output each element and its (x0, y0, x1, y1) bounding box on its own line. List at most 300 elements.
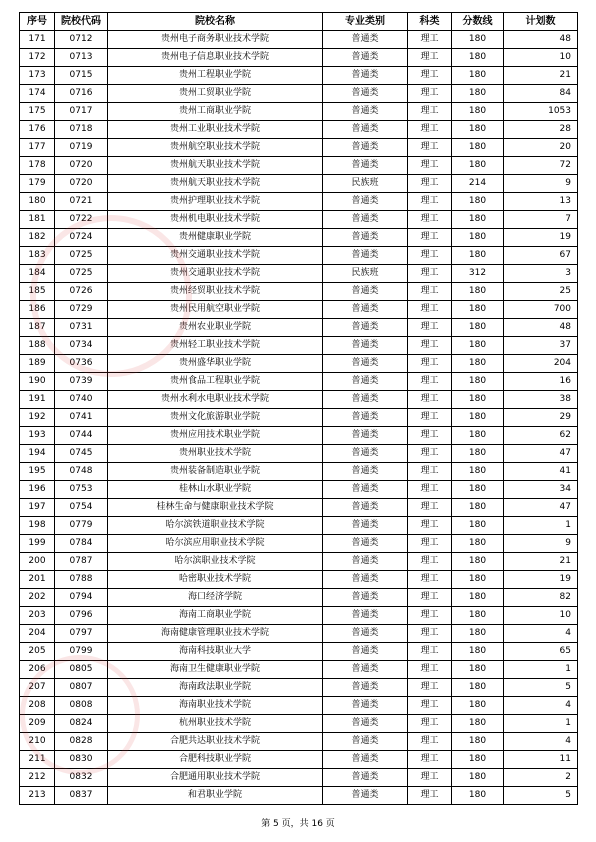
row-subject: 理工 (408, 787, 452, 805)
row-score: 180 (452, 247, 504, 265)
row-code: 0797 (55, 625, 108, 643)
row-code: 0837 (55, 787, 108, 805)
row-plan: 4 (504, 625, 578, 643)
table-row (20, 535, 578, 553)
row-category: 普通类 (323, 157, 408, 175)
row-category: 普通类 (323, 31, 408, 49)
row-score: 180 (452, 229, 504, 247)
row-school-name: 贵州文化旅游职业学院 (108, 409, 323, 427)
row-seq: 199 (20, 535, 55, 553)
row-category: 普通类 (323, 427, 408, 445)
row-code: 0736 (55, 355, 108, 373)
row-code: 0718 (55, 121, 108, 139)
row-school-name: 贵州工程职业学院 (108, 67, 323, 85)
row-plan: 28 (504, 121, 578, 139)
row-code: 0720 (55, 157, 108, 175)
row-school-name: 贵州交通职业技术学院 (108, 247, 323, 265)
row-code: 0794 (55, 589, 108, 607)
table-row (20, 31, 578, 49)
table-row (20, 121, 578, 139)
row-score: 180 (452, 697, 504, 715)
row-seq: 202 (20, 589, 55, 607)
row-school-name: 哈尔滨铁道职业技术学院 (108, 517, 323, 535)
row-school-name: 和君职业学院 (108, 787, 323, 805)
row-score: 180 (452, 589, 504, 607)
row-subject: 理工 (408, 229, 452, 247)
row-score: 180 (452, 355, 504, 373)
header-score: 分数线 (452, 13, 504, 31)
row-plan: 1 (504, 715, 578, 733)
row-school-name: 贵州盛华职业学院 (108, 355, 323, 373)
table-row (20, 607, 578, 625)
row-score: 180 (452, 661, 504, 679)
table-row (20, 517, 578, 535)
row-score: 180 (452, 103, 504, 121)
row-score: 180 (452, 301, 504, 319)
row-plan: 25 (504, 283, 578, 301)
row-code: 0824 (55, 715, 108, 733)
row-score: 180 (452, 679, 504, 697)
table-row (20, 751, 578, 769)
row-subject: 理工 (408, 391, 452, 409)
row-category: 普通类 (323, 463, 408, 481)
row-plan: 9 (504, 535, 578, 553)
row-seq: 201 (20, 571, 55, 589)
row-code: 0739 (55, 373, 108, 391)
row-school-name: 贵州经贸职业技术学院 (108, 283, 323, 301)
row-code: 0740 (55, 391, 108, 409)
table-row (20, 229, 578, 247)
row-school-name: 贵州应用技术职业学院 (108, 427, 323, 445)
row-subject: 理工 (408, 121, 452, 139)
row-code: 0784 (55, 535, 108, 553)
row-school-name: 海南科技职业大学 (108, 643, 323, 661)
row-seq: 212 (20, 769, 55, 787)
row-score: 180 (452, 193, 504, 211)
row-subject: 理工 (408, 769, 452, 787)
row-plan: 9 (504, 175, 578, 193)
row-plan: 5 (504, 787, 578, 805)
row-code: 0744 (55, 427, 108, 445)
row-seq: 206 (20, 661, 55, 679)
row-plan: 4 (504, 697, 578, 715)
row-seq: 181 (20, 211, 55, 229)
row-score: 180 (452, 445, 504, 463)
row-school-name: 贵州民用航空职业学院 (108, 301, 323, 319)
row-school-name: 桂林生命与健康职业技术学院 (108, 499, 323, 517)
page-footer: 第 5 页，共 16 页 (261, 819, 335, 829)
table-row (20, 103, 578, 121)
row-school-name: 贵州电子商务职业技术学院 (108, 31, 323, 49)
row-subject: 理工 (408, 175, 452, 193)
table-row (20, 157, 578, 175)
row-school-name: 贵州机电职业技术学院 (108, 211, 323, 229)
row-score: 180 (452, 607, 504, 625)
row-code: 0787 (55, 553, 108, 571)
row-code: 0712 (55, 31, 108, 49)
row-category: 普通类 (323, 499, 408, 517)
row-category: 普通类 (323, 643, 408, 661)
row-subject: 理工 (408, 427, 452, 445)
row-subject: 理工 (408, 697, 452, 715)
row-school-name: 哈尔滨应用职业技术学院 (108, 535, 323, 553)
row-seq: 179 (20, 175, 55, 193)
row-code: 0796 (55, 607, 108, 625)
row-category: 普通类 (323, 391, 408, 409)
row-score: 180 (452, 157, 504, 175)
row-plan: 67 (504, 247, 578, 265)
table-row (20, 283, 578, 301)
row-subject: 理工 (408, 589, 452, 607)
row-subject: 理工 (408, 373, 452, 391)
row-subject: 理工 (408, 553, 452, 571)
row-score: 180 (452, 571, 504, 589)
row-score: 180 (452, 517, 504, 535)
row-category: 普通类 (323, 355, 408, 373)
row-code: 0716 (55, 85, 108, 103)
admission-table-container (19, 12, 577, 805)
table-row (20, 265, 578, 283)
row-code: 0720 (55, 175, 108, 193)
row-score: 180 (452, 463, 504, 481)
row-plan: 1 (504, 517, 578, 535)
table-row (20, 571, 578, 589)
row-school-name: 贵州航空职业技术学院 (108, 139, 323, 157)
row-subject: 理工 (408, 337, 452, 355)
table-row (20, 139, 578, 157)
row-subject: 理工 (408, 31, 452, 49)
row-code: 0731 (55, 319, 108, 337)
row-category: 普通类 (323, 445, 408, 463)
row-plan: 13 (504, 193, 578, 211)
row-school-name: 贵州航天职业技术学院 (108, 157, 323, 175)
table-row (20, 409, 578, 427)
row-seq: 198 (20, 517, 55, 535)
row-category: 普通类 (323, 697, 408, 715)
row-code: 0754 (55, 499, 108, 517)
table-row (20, 625, 578, 643)
row-seq: 182 (20, 229, 55, 247)
row-plan: 3 (504, 265, 578, 283)
row-code: 0748 (55, 463, 108, 481)
row-school-name: 贵州工商职业学院 (108, 103, 323, 121)
row-subject: 理工 (408, 715, 452, 733)
row-seq: 197 (20, 499, 55, 517)
row-plan: 65 (504, 643, 578, 661)
row-score: 180 (452, 427, 504, 445)
row-code: 0788 (55, 571, 108, 589)
row-plan: 34 (504, 481, 578, 499)
row-category: 普通类 (323, 283, 408, 301)
row-subject: 理工 (408, 625, 452, 643)
row-seq: 173 (20, 67, 55, 85)
row-plan: 84 (504, 85, 578, 103)
row-subject: 理工 (408, 103, 452, 121)
row-subject: 理工 (408, 247, 452, 265)
row-seq: 183 (20, 247, 55, 265)
row-score: 180 (452, 733, 504, 751)
row-subject: 理工 (408, 67, 452, 85)
header-plan: 计划数 (504, 13, 578, 31)
row-seq: 193 (20, 427, 55, 445)
row-school-name: 海南政法职业学院 (108, 679, 323, 697)
row-plan: 19 (504, 571, 578, 589)
row-seq: 208 (20, 697, 55, 715)
row-seq: 203 (20, 607, 55, 625)
row-seq: 174 (20, 85, 55, 103)
row-category: 普通类 (323, 121, 408, 139)
row-school-name: 贵州水利水电职业技术学院 (108, 391, 323, 409)
row-school-name: 海口经济学院 (108, 589, 323, 607)
row-school-name: 哈密职业技术学院 (108, 571, 323, 589)
row-category: 普通类 (323, 229, 408, 247)
row-school-name: 贵州电子信息职业技术学院 (108, 49, 323, 67)
row-subject: 理工 (408, 463, 452, 481)
row-category: 普通类 (323, 769, 408, 787)
row-seq: 180 (20, 193, 55, 211)
row-category: 普通类 (323, 211, 408, 229)
row-code: 0799 (55, 643, 108, 661)
row-subject: 理工 (408, 355, 452, 373)
row-school-name: 贵州装备制造职业学院 (108, 463, 323, 481)
row-category: 普通类 (323, 103, 408, 121)
row-seq: 210 (20, 733, 55, 751)
row-subject: 理工 (408, 265, 452, 283)
row-school-name: 贵州交通职业技术学院 (108, 265, 323, 283)
table-row (20, 49, 578, 67)
row-plan: 10 (504, 49, 578, 67)
row-category: 普通类 (323, 301, 408, 319)
row-seq: 186 (20, 301, 55, 319)
row-plan: 72 (504, 157, 578, 175)
row-school-name: 桂林山水职业学院 (108, 481, 323, 499)
row-score: 180 (452, 553, 504, 571)
row-category: 普通类 (323, 67, 408, 85)
row-score: 180 (452, 769, 504, 787)
row-subject: 理工 (408, 535, 452, 553)
table-row (20, 481, 578, 499)
table-row (20, 463, 578, 481)
row-plan: 700 (504, 301, 578, 319)
row-category: 普通类 (323, 319, 408, 337)
table-row (20, 391, 578, 409)
row-seq: 172 (20, 49, 55, 67)
row-code: 0832 (55, 769, 108, 787)
row-score: 180 (452, 481, 504, 499)
row-code: 0729 (55, 301, 108, 319)
row-category: 普通类 (323, 715, 408, 733)
row-code: 0721 (55, 193, 108, 211)
row-school-name: 海南卫生健康职业学院 (108, 661, 323, 679)
table-row (20, 499, 578, 517)
row-plan: 48 (504, 31, 578, 49)
header-code: 院校代码 (55, 13, 108, 31)
row-seq: 188 (20, 337, 55, 355)
header-subject: 科类 (408, 13, 452, 31)
row-plan: 62 (504, 427, 578, 445)
table-row (20, 787, 578, 805)
row-school-name: 哈尔滨职业技术学院 (108, 553, 323, 571)
row-plan: 10 (504, 607, 578, 625)
row-seq: 207 (20, 679, 55, 697)
row-code: 0722 (55, 211, 108, 229)
row-school-name: 杭州职业技术学院 (108, 715, 323, 733)
row-seq: 211 (20, 751, 55, 769)
row-subject: 理工 (408, 679, 452, 697)
header-name: 院校名称 (108, 13, 323, 31)
row-subject: 理工 (408, 445, 452, 463)
table-row (20, 67, 578, 85)
table-row (20, 355, 578, 373)
row-plan: 1 (504, 661, 578, 679)
row-seq: 192 (20, 409, 55, 427)
row-score: 180 (452, 787, 504, 805)
row-category: 普通类 (323, 679, 408, 697)
row-seq: 171 (20, 31, 55, 49)
row-seq: 196 (20, 481, 55, 499)
row-score: 180 (452, 211, 504, 229)
table-row (20, 733, 578, 751)
row-seq: 195 (20, 463, 55, 481)
row-plan: 204 (504, 355, 578, 373)
table-row (20, 589, 578, 607)
row-code: 0719 (55, 139, 108, 157)
table-row (20, 211, 578, 229)
row-code: 0725 (55, 247, 108, 265)
table-row (20, 373, 578, 391)
row-subject: 理工 (408, 733, 452, 751)
row-school-name: 合肥科技职业学院 (108, 751, 323, 769)
row-score: 180 (452, 139, 504, 157)
row-subject: 理工 (408, 517, 452, 535)
row-score: 180 (452, 409, 504, 427)
row-school-name: 贵州食品工程职业学院 (108, 373, 323, 391)
row-code: 0734 (55, 337, 108, 355)
row-code: 0713 (55, 49, 108, 67)
row-category: 普通类 (323, 49, 408, 67)
row-category: 普通类 (323, 751, 408, 769)
row-code: 0724 (55, 229, 108, 247)
row-category: 普通类 (323, 481, 408, 499)
row-category: 普通类 (323, 247, 408, 265)
row-category: 普通类 (323, 553, 408, 571)
row-score: 214 (452, 175, 504, 193)
row-plan: 82 (504, 589, 578, 607)
row-plan: 20 (504, 139, 578, 157)
row-seq: 176 (20, 121, 55, 139)
row-school-name: 海南健康管理职业技术学院 (108, 625, 323, 643)
row-seq: 209 (20, 715, 55, 733)
row-category: 普通类 (323, 571, 408, 589)
row-category: 普通类 (323, 85, 408, 103)
row-seq: 190 (20, 373, 55, 391)
row-subject: 理工 (408, 643, 452, 661)
row-code: 0725 (55, 265, 108, 283)
admission-table (19, 12, 578, 805)
row-seq: 175 (20, 103, 55, 121)
row-plan: 16 (504, 373, 578, 391)
row-subject: 理工 (408, 301, 452, 319)
row-seq: 187 (20, 319, 55, 337)
row-seq: 184 (20, 265, 55, 283)
table-header-row (20, 13, 578, 31)
row-category: 民族班 (323, 175, 408, 193)
row-category: 普通类 (323, 409, 408, 427)
table-row (20, 427, 578, 445)
row-code: 0779 (55, 517, 108, 535)
row-category: 普通类 (323, 661, 408, 679)
row-code: 0741 (55, 409, 108, 427)
row-plan: 37 (504, 337, 578, 355)
row-category: 普通类 (323, 373, 408, 391)
row-plan: 5 (504, 679, 578, 697)
row-plan: 48 (504, 319, 578, 337)
row-score: 180 (452, 535, 504, 553)
row-subject: 理工 (408, 139, 452, 157)
row-subject: 理工 (408, 49, 452, 67)
row-seq: 213 (20, 787, 55, 805)
row-score: 180 (452, 319, 504, 337)
table-row (20, 697, 578, 715)
table-row (20, 337, 578, 355)
row-school-name: 贵州护理职业技术学院 (108, 193, 323, 211)
row-school-name: 贵州航天职业技术学院 (108, 175, 323, 193)
table-row (20, 193, 578, 211)
row-seq: 191 (20, 391, 55, 409)
row-seq: 204 (20, 625, 55, 643)
row-plan: 19 (504, 229, 578, 247)
row-plan: 4 (504, 733, 578, 751)
table-row (20, 769, 578, 787)
row-subject: 理工 (408, 607, 452, 625)
row-seq: 177 (20, 139, 55, 157)
row-subject: 理工 (408, 409, 452, 427)
row-school-name: 贵州健康职业学院 (108, 229, 323, 247)
row-subject: 理工 (408, 481, 452, 499)
row-subject: 理工 (408, 193, 452, 211)
row-school-name: 贵州工业职业技术学院 (108, 121, 323, 139)
row-category: 普通类 (323, 535, 408, 553)
row-score: 180 (452, 337, 504, 355)
table-row (20, 679, 578, 697)
row-category: 普通类 (323, 139, 408, 157)
row-code: 0717 (55, 103, 108, 121)
row-seq: 185 (20, 283, 55, 301)
row-subject: 理工 (408, 85, 452, 103)
row-score: 180 (452, 715, 504, 733)
row-score: 180 (452, 31, 504, 49)
row-seq: 194 (20, 445, 55, 463)
row-subject: 理工 (408, 571, 452, 589)
row-score: 180 (452, 67, 504, 85)
row-category: 普通类 (323, 733, 408, 751)
table-row (20, 661, 578, 679)
row-school-name: 贵州职业技术学院 (108, 445, 323, 463)
row-subject: 理工 (408, 319, 452, 337)
row-score: 180 (452, 283, 504, 301)
row-school-name: 合肥通用职业技术学院 (108, 769, 323, 787)
row-plan: 41 (504, 463, 578, 481)
row-subject: 理工 (408, 157, 452, 175)
table-row (20, 643, 578, 661)
row-category: 民族班 (323, 265, 408, 283)
row-code: 0726 (55, 283, 108, 301)
row-plan: 21 (504, 553, 578, 571)
row-school-name: 海南工商职业学院 (108, 607, 323, 625)
row-category: 普通类 (323, 517, 408, 535)
table-row (20, 301, 578, 319)
table-row (20, 553, 578, 571)
